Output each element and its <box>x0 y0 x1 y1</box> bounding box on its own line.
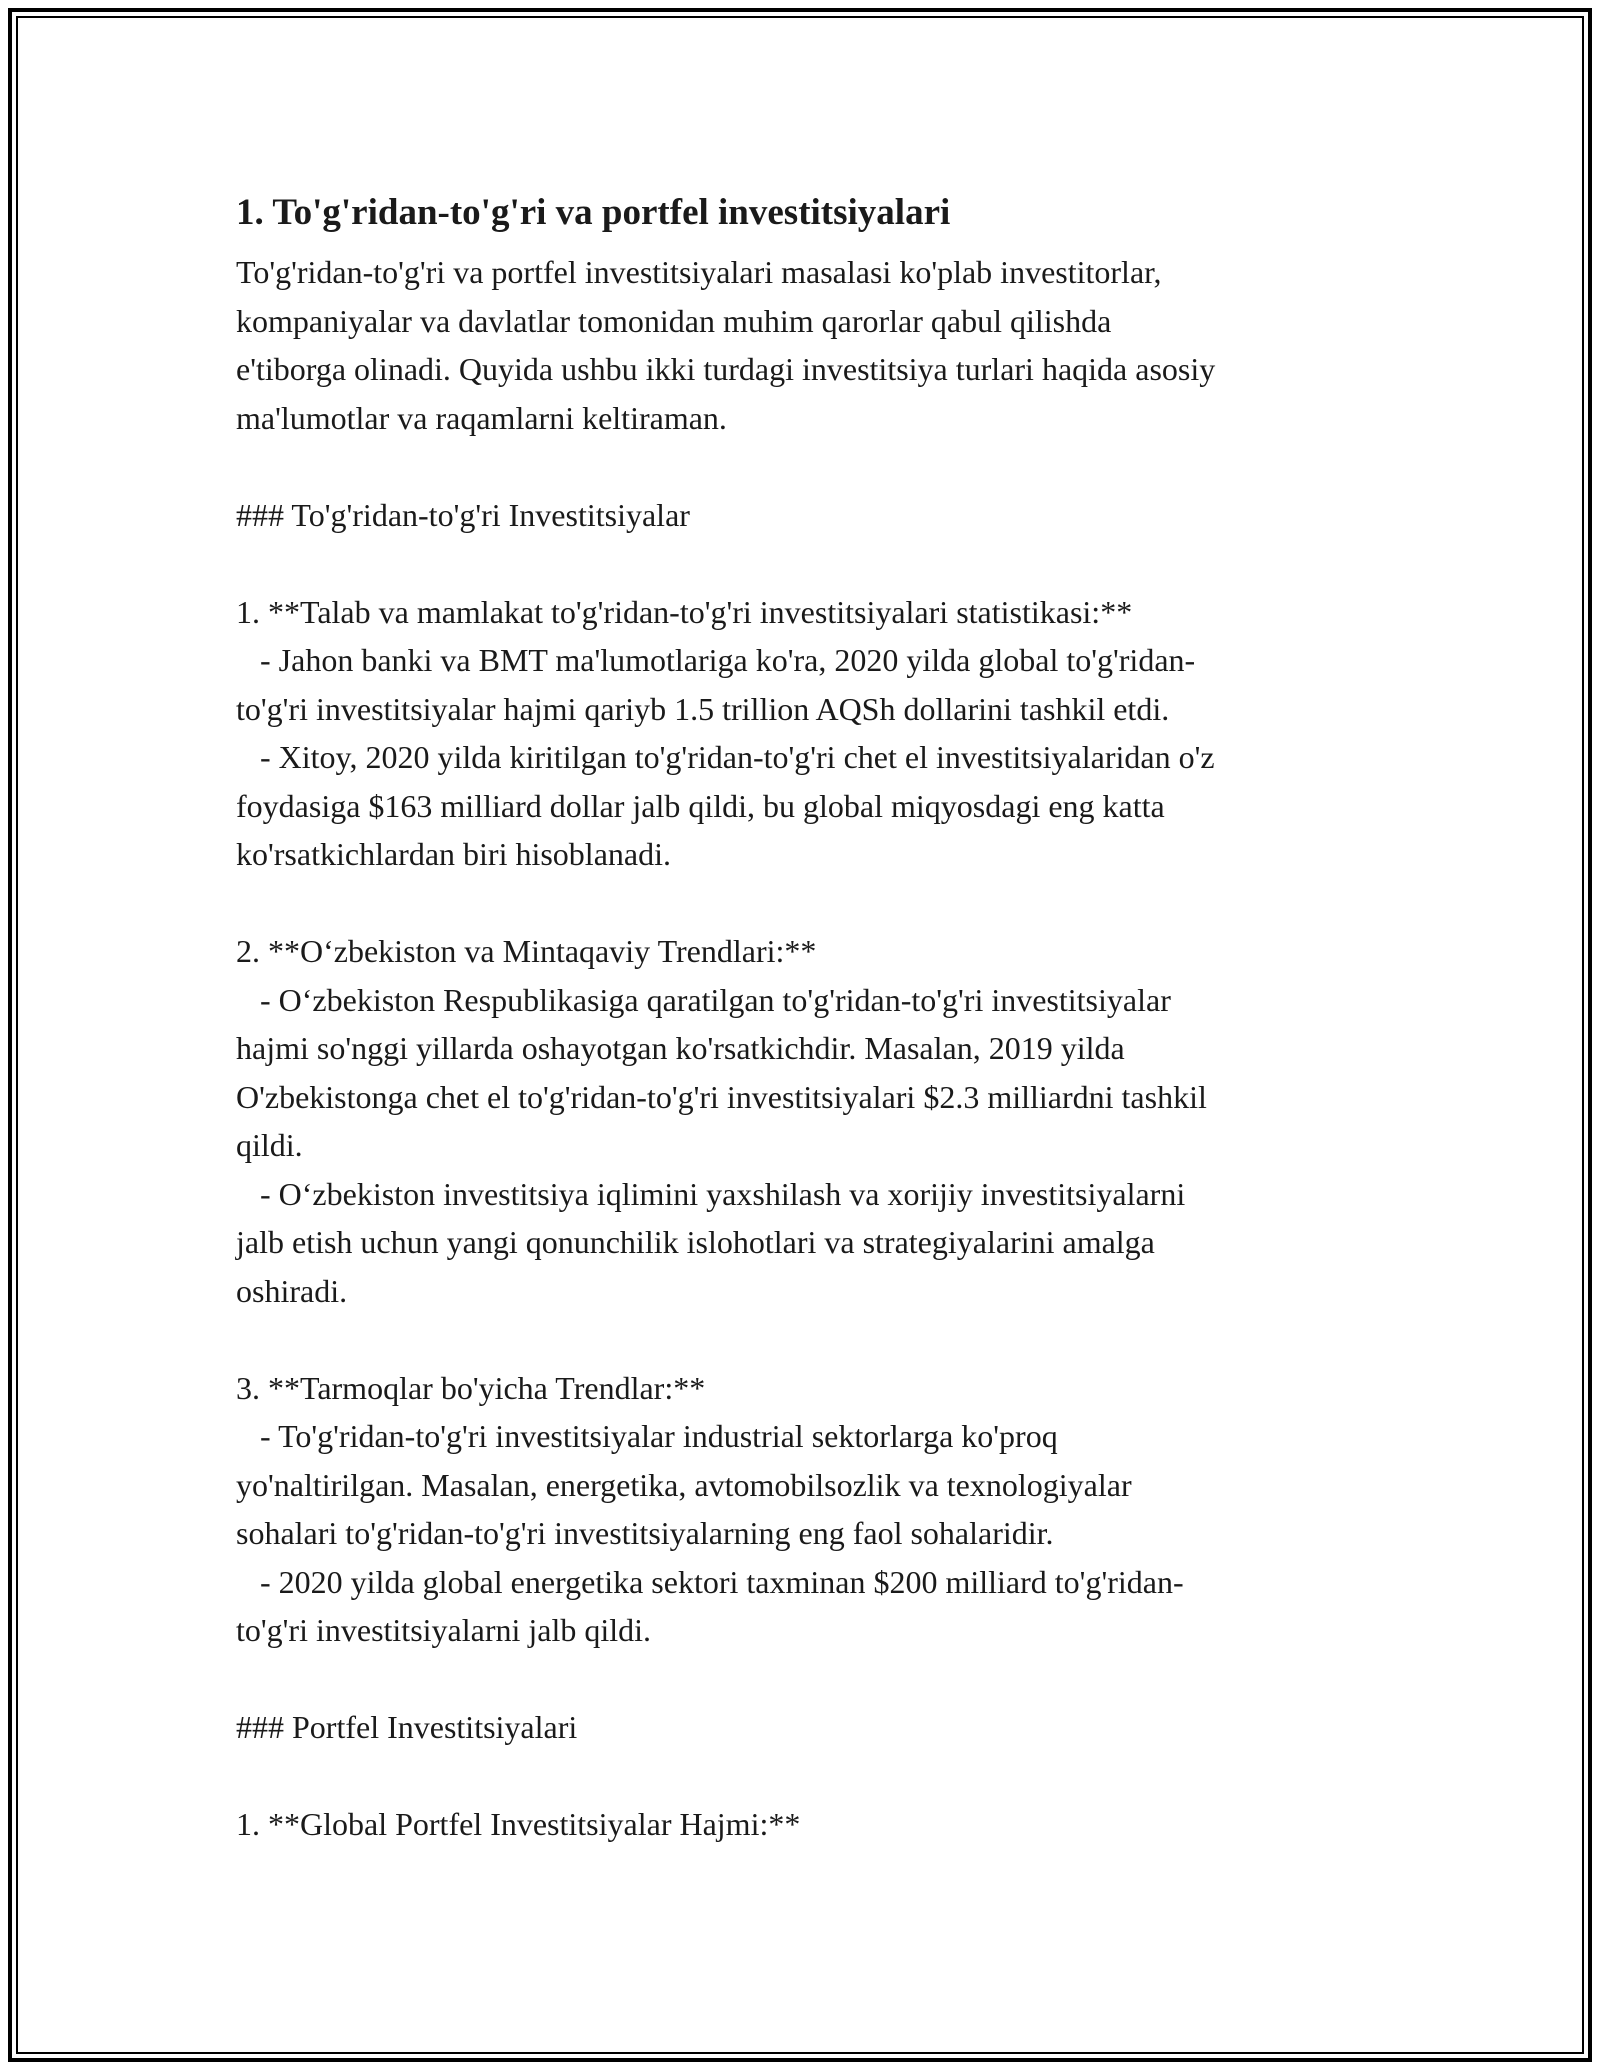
list-item-line: - 2020 yilda global energetika sektori taxminan $200 milliard to'g'ridan- <box>236 1563 1184 1600</box>
spacer <box>236 1655 1366 1704</box>
intro-line: To'g'ridan-to'g'ri va portfel investitsiyalari masalasi ko'plab investitorlar, <box>236 254 1162 290</box>
list-item-line: hajmi so'nggi yillarda oshayotgan ko'rsatkichdir. Masalan, 2019 yilda <box>236 1030 1125 1066</box>
list-item-line: O'zbekistonga chet el to'g'ridan-to'g'ri investitsiyalari $2.3 milliardni tashkil <box>236 1078 1207 1115</box>
list-item-sectors <box>236 1364 1366 1655</box>
list-item-statistics <box>236 588 1366 879</box>
list-item-line: - O‘zbekiston investitsiya iqlimini yaxshilash va xorijiy investitsiyalarni <box>236 1175 1186 1212</box>
list-item-line: - Jahon banki va BMT ma'lumotlariga ko'ra, 2020 yilda global to'g'ridan- <box>236 642 1196 678</box>
intro-line: ma'lumotlar va raqamlarni keltiraman. <box>236 399 727 436</box>
document-body <box>236 188 1366 1849</box>
list-item-line: ko'rsatkichlardan biri hisoblanadi. <box>236 836 671 872</box>
list-item-portfolio-volume: 1. **Global Portfel Investitsiyalar Hajmi:** <box>236 1806 801 1842</box>
section-heading-direct: ### To'g'ridan-to'g'ri Investitsiyalar <box>236 496 690 533</box>
list-item-line: - Xitoy, 2020 yilda kiritilgan to'g'ridan-to'g'ri chet el investitsiyalaridan o'z <box>236 739 1215 775</box>
list-item-line: jalb etish uchun yangi qonunchilik islohotlari va strategiyalarini amalga <box>236 1224 1155 1260</box>
spacer <box>236 442 1366 491</box>
spacer <box>236 879 1366 928</box>
list-item-line: to'g'ri investitsiyalar hajmi qariyb 1.5 trillion AQSh dollarini tashkil etdi. <box>236 690 1170 727</box>
list-item-line: qildi. <box>236 1127 303 1163</box>
spacer <box>236 1315 1366 1364</box>
list-item-line: yo'naltirilgan. Masalan, energetika, avtomobilsozlik va texnologiyalar <box>236 1466 1132 1503</box>
intro-line: e'tiborga olinadi. Quyida ushbu ikki turdagi investitsiya turlari haqida asosiy <box>236 351 1216 387</box>
list-item-line: 1. **Talab va mamlakat to'g'ridan-to'g'ri investitsiyalari statistikasi:** <box>236 593 1133 630</box>
intro-paragraph <box>236 248 1366 442</box>
list-item-line: - O‘zbekiston Respublikasiga qaratilgan to'g'ridan-to'g'ri investitsiyalar <box>236 981 1171 1018</box>
list-item-line: 3. **Tarmoqlar bo'yicha Trendlar:** <box>236 1369 706 1406</box>
spacer <box>236 1752 1366 1801</box>
list-item-line: oshiradi. <box>236 1272 348 1309</box>
spacer <box>236 539 1366 588</box>
intro-line: kompaniyalar va davlatlar tomonidan muhim qarorlar qabul qilishda <box>236 302 1112 339</box>
list-item-line: - To'g'ridan-to'g'ri investitsiyalar industrial sektorlarga ko'proq <box>236 1418 1058 1454</box>
list-item-line: sohalari to'g'ridan-to'g'ri investitsiyalarning eng faol sohalaridir. <box>236 1515 1054 1551</box>
document-title: 1. To'g'ridan-to'g'ri va portfel investitsiyalari <box>236 192 951 233</box>
list-item-line: 2. **O‘zbekiston va Mintaqaviy Trendlari:** <box>236 933 817 969</box>
section-heading-portfolio: ### Portfel Investitsiyalari <box>236 1709 578 1745</box>
list-item-line: to'g'ri investitsiyalarni jalb qildi. <box>236 1612 652 1648</box>
list-item-uzbekistan <box>236 927 1366 1315</box>
list-item-line: foydasiga $163 milliard dollar jalb qildi, bu global miqyosdagi eng katta <box>236 787 1165 824</box>
